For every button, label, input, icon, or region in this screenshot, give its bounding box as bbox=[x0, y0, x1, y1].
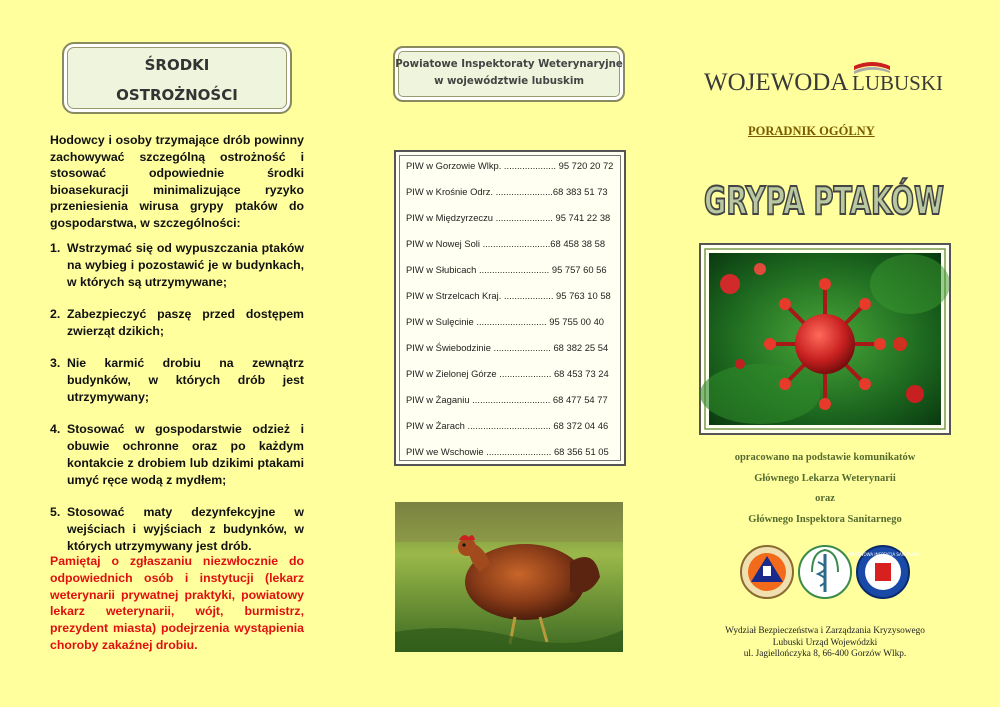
phone-row: PIW w Międzyrzeczu ...................... 95 741 22 38 bbox=[406, 212, 611, 223]
credits-line: Głównego Inspektora Sanitarnego bbox=[748, 513, 902, 525]
phone-row: PIW w Gorzowie Wlkp. .................... 95 720 20 72 bbox=[406, 160, 614, 171]
credits-line: opracowano na podstawie komunikatów bbox=[734, 452, 916, 463]
address-block bbox=[700, 626, 950, 661]
virus-image bbox=[700, 244, 950, 434]
list-item: 4. Stosować w gospodarstwie odzież i obuwie ochronne oraz po każdym kontakcie z drobiem lub dzikimi ptakami umyć ręce wodą z mydłem; bbox=[50, 422, 304, 487]
guide-subtitle: PORADNIK OGÓLNY bbox=[748, 124, 875, 138]
address-line: Wydział Bezpieczeństwa i Zarządzania Kryzysowego bbox=[725, 626, 925, 636]
phone-list-box bbox=[394, 150, 626, 466]
credits bbox=[700, 448, 950, 530]
credits-line: Głównego Lekarza Weterynarii bbox=[754, 472, 896, 484]
precautions-heading-box bbox=[62, 42, 292, 114]
phone-row: PIW w Świebodzinie ...................... 68 382 25 54 bbox=[406, 342, 609, 353]
inspectorates-heading-box bbox=[393, 46, 625, 102]
logo-word-1: WOJEWODA bbox=[704, 69, 849, 96]
inspectorates-heading-line1: Powiatowe Inspektoraty Weterynaryjne bbox=[395, 59, 623, 70]
phone-row: PIW w Nowej Soli ..........................68 458 38 58 bbox=[406, 238, 606, 249]
precautions-heading-line2: OSTROŻNOŚCI bbox=[116, 86, 238, 104]
sanitary-inspection-emblem-icon bbox=[847, 546, 920, 598]
veterinary-emblem-icon bbox=[799, 546, 851, 598]
logo-word-2: LUBUSKI bbox=[852, 71, 944, 95]
precautions-list bbox=[50, 240, 304, 570]
phone-row: PIW w Krośnie Odrz. ......................68 383 51 73 bbox=[406, 186, 608, 197]
list-item: 1. Wstrzymać się od wypuszczania ptaków na wybieg i pozostawić je w budynkach, w których są utrzymywane; bbox=[50, 241, 304, 289]
phone-row: PIW w Strzelcach Kraj. ................... 95 763 10 58 bbox=[406, 290, 611, 301]
credits-line: oraz bbox=[815, 493, 835, 504]
list-item: 3. Nie karmić drobiu na zewnątrz budynków, w których drób jest utrzymywany; bbox=[50, 356, 304, 404]
inspectorates-heading-line2: w województwie lubuskim bbox=[434, 76, 584, 87]
main-title bbox=[700, 172, 948, 224]
list-item: 2. Zabezpieczyć paszę przed dostępem zwierząt dzikich; bbox=[50, 307, 304, 338]
hen-photo bbox=[395, 502, 623, 652]
intro-paragraph: Hodowcy i osoby trzymające drób powinny zachowywać szczególną ostrożność i stosować odpowiednie środki bioasekuracji minimalizujące ryzyko przeniesienia wirusa grypy ptaków do gospodarstwa, w szczególności: bbox=[50, 133, 304, 230]
phone-row: PIW w Żaganiu .............................. 68 477 54 77 bbox=[406, 394, 608, 405]
wojewoda-lubuski-logo bbox=[704, 60, 944, 100]
address-line: ul. Jagiellończyka 8, 66-400 Gorzów Wlkp. bbox=[743, 649, 907, 659]
warning-paragraph: Pamiętaj o zgłaszaniu niezwłocznie do odpowiednich osób i instytucji (lekarz weterynarii prywatnej praktyki, powiatowy lekarz weterynarii, wójt, burmistrz, prezydent miasta) podejrzenia wystąpienia choroby zakaźnej drobiu. bbox=[50, 554, 304, 652]
institution-logos bbox=[740, 540, 920, 604]
address-line: Lubuski Urząd Wojewódzki bbox=[772, 637, 878, 648]
list-item: 5. Stosować maty dezynfekcyjne w wejściach i wyjściach z budynków, w których utrzymywany jest drób. bbox=[50, 505, 304, 553]
crisis-management-emblem-icon bbox=[741, 546, 793, 598]
sanitary-badge-text: PAŃSTWOWA INSPEKCJA SANITARNA bbox=[846, 552, 920, 557]
precautions-heading-line1: ŚRODKI bbox=[144, 56, 210, 74]
phone-row: PIW w Słubicach ........................... 95 757 60 56 bbox=[406, 264, 607, 275]
phone-row: PIW we Wschowie ......................... 68 356 51 05 bbox=[406, 446, 609, 457]
main-title-text: GRYPA PTAKÓW bbox=[704, 179, 944, 223]
phone-row: PIW w Sulęcinie ........................... 95 755 00 40 bbox=[406, 316, 605, 327]
phone-row: PIW w Żarach ................................ 68 372 04 46 bbox=[406, 420, 609, 431]
phone-row: PIW w Zielonej Górze .................... 68 453 73 24 bbox=[406, 368, 609, 379]
